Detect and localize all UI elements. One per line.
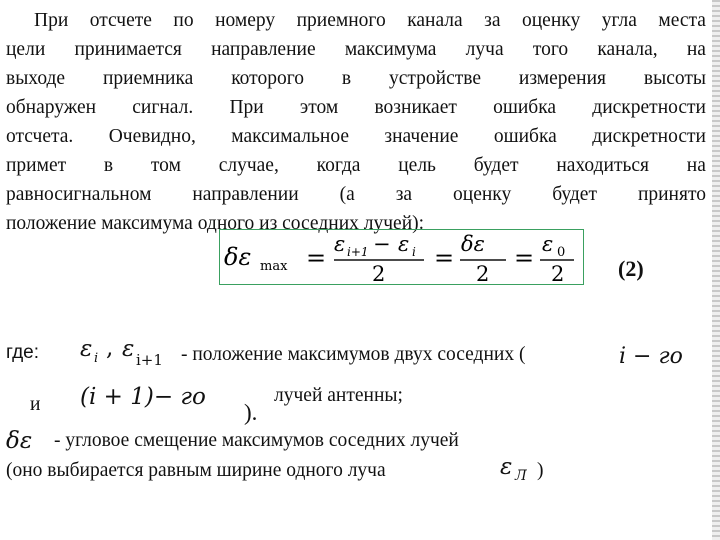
word: этом xyxy=(299,97,339,118)
word: равносигнальном xyxy=(6,184,152,205)
formula-denominator: 2 xyxy=(551,262,565,283)
eps-i-sub: i xyxy=(94,351,99,366)
word: номеру xyxy=(215,10,276,31)
formula-equation xyxy=(220,230,582,283)
word: значение xyxy=(384,126,459,147)
word: в xyxy=(341,68,352,89)
word: приемника xyxy=(102,68,194,89)
word: отсчете xyxy=(89,10,152,31)
formula-lhs-sub: max xyxy=(260,259,288,274)
word: отсчета. xyxy=(6,126,74,147)
word: будет xyxy=(473,155,519,176)
word: ошибка xyxy=(493,97,557,118)
word: том xyxy=(150,155,181,176)
formula-eps-0: ε xyxy=(542,232,554,256)
legend-text-positions: - положение максимумов двух соседних ( xyxy=(181,344,526,365)
word: обнаружен xyxy=(6,97,97,118)
formula-delta-eps: δε xyxy=(461,232,485,256)
legend-text-beamwidth: (оно выбирается равным ширине одного луча xyxy=(6,460,386,481)
main-paragraph xyxy=(6,6,706,238)
word: При xyxy=(229,97,264,118)
word: в xyxy=(103,155,114,176)
word: будет xyxy=(552,184,597,205)
legend-text-antenna: лучей антенны; xyxy=(274,385,403,406)
word: канала xyxy=(407,10,463,31)
eps-L-symbol: ε xyxy=(500,454,513,480)
paragraph-line xyxy=(6,180,706,209)
paragraph-line xyxy=(6,64,706,93)
word: направление xyxy=(211,39,316,60)
formula-lhs: δε xyxy=(224,243,252,271)
formula-equals: = xyxy=(434,244,455,272)
formula-eps-0-sub: 0 xyxy=(557,245,566,260)
and-label: и xyxy=(30,394,41,415)
formula-denominator: 2 xyxy=(372,262,386,283)
i-go-label: i − го xyxy=(619,344,683,369)
word: на xyxy=(686,39,706,60)
formula-box xyxy=(219,229,584,285)
word: принимается xyxy=(74,39,182,60)
word: когда xyxy=(316,155,361,176)
word: максимальное xyxy=(231,126,349,147)
legend-text-offset: - угловое смещение максимумов соседних лучей xyxy=(54,430,459,451)
word: канала, xyxy=(597,39,658,60)
word: дискретности xyxy=(592,126,706,147)
word: измерения xyxy=(518,68,606,89)
word: приемного xyxy=(296,10,386,31)
delta-eps-symbol: δε xyxy=(6,428,33,454)
word: направлении xyxy=(192,184,299,205)
paragraph-line xyxy=(6,35,706,64)
paragraph-line xyxy=(6,151,706,180)
word: принято xyxy=(637,184,706,205)
eps-i-symbol: ε xyxy=(80,336,93,362)
word: находиться xyxy=(556,155,650,176)
eps-i1-symbol: ε xyxy=(122,336,135,362)
eps-i1-sub: i+1 xyxy=(136,351,163,369)
word: которого xyxy=(231,68,304,89)
formula-eps-i1-sub: i+1 xyxy=(347,245,369,259)
paragraph-line xyxy=(6,122,706,151)
page-edge-decoration xyxy=(712,0,720,540)
word: оценку xyxy=(522,10,581,31)
paragraph-line xyxy=(6,93,706,122)
word: за xyxy=(395,184,413,205)
formula-eps-i: ε xyxy=(398,232,410,256)
eps-L-sub: Л xyxy=(515,468,527,484)
formula-equals: = xyxy=(514,244,535,272)
word: цель xyxy=(398,155,436,176)
word: того xyxy=(532,39,569,60)
equation-number: (2) xyxy=(618,256,644,281)
paragraph-line: положение максимума одного из соседних лучей): xyxy=(6,213,425,234)
word: Очевидно, xyxy=(108,126,196,147)
word: выходе xyxy=(6,68,66,89)
paragraph-line xyxy=(6,6,706,35)
word: максимума xyxy=(344,39,437,60)
word: высоты xyxy=(643,68,706,89)
where-label: где: xyxy=(6,342,40,363)
word: оценку xyxy=(453,184,512,205)
word: ошибка xyxy=(493,126,557,147)
word: (а xyxy=(339,184,355,205)
formula-equals: = xyxy=(306,244,327,272)
word: сигнал. xyxy=(132,97,194,118)
word: При xyxy=(34,10,69,31)
word: дискретности xyxy=(592,97,706,118)
word: по xyxy=(173,10,194,31)
comma: , xyxy=(106,335,114,361)
word: возникает xyxy=(374,97,457,118)
formula-eps-i1: ε xyxy=(334,232,346,256)
formula-eps-i-sub: i xyxy=(412,245,416,259)
i1-go-label: (i + 1)− го xyxy=(80,384,206,410)
word: на xyxy=(686,155,706,176)
word: случае, xyxy=(218,155,279,176)
word: примет xyxy=(6,155,67,176)
closing-paren: ) xyxy=(537,460,544,481)
close-paren: ). xyxy=(244,400,258,425)
word: места xyxy=(658,10,706,31)
formula-minus: − xyxy=(373,232,391,256)
word: цели xyxy=(6,39,46,60)
word: за xyxy=(484,10,501,31)
word: луча xyxy=(465,39,504,60)
formula-denominator: 2 xyxy=(476,262,490,283)
word: устройстве xyxy=(388,68,481,89)
word: угла xyxy=(601,10,637,31)
